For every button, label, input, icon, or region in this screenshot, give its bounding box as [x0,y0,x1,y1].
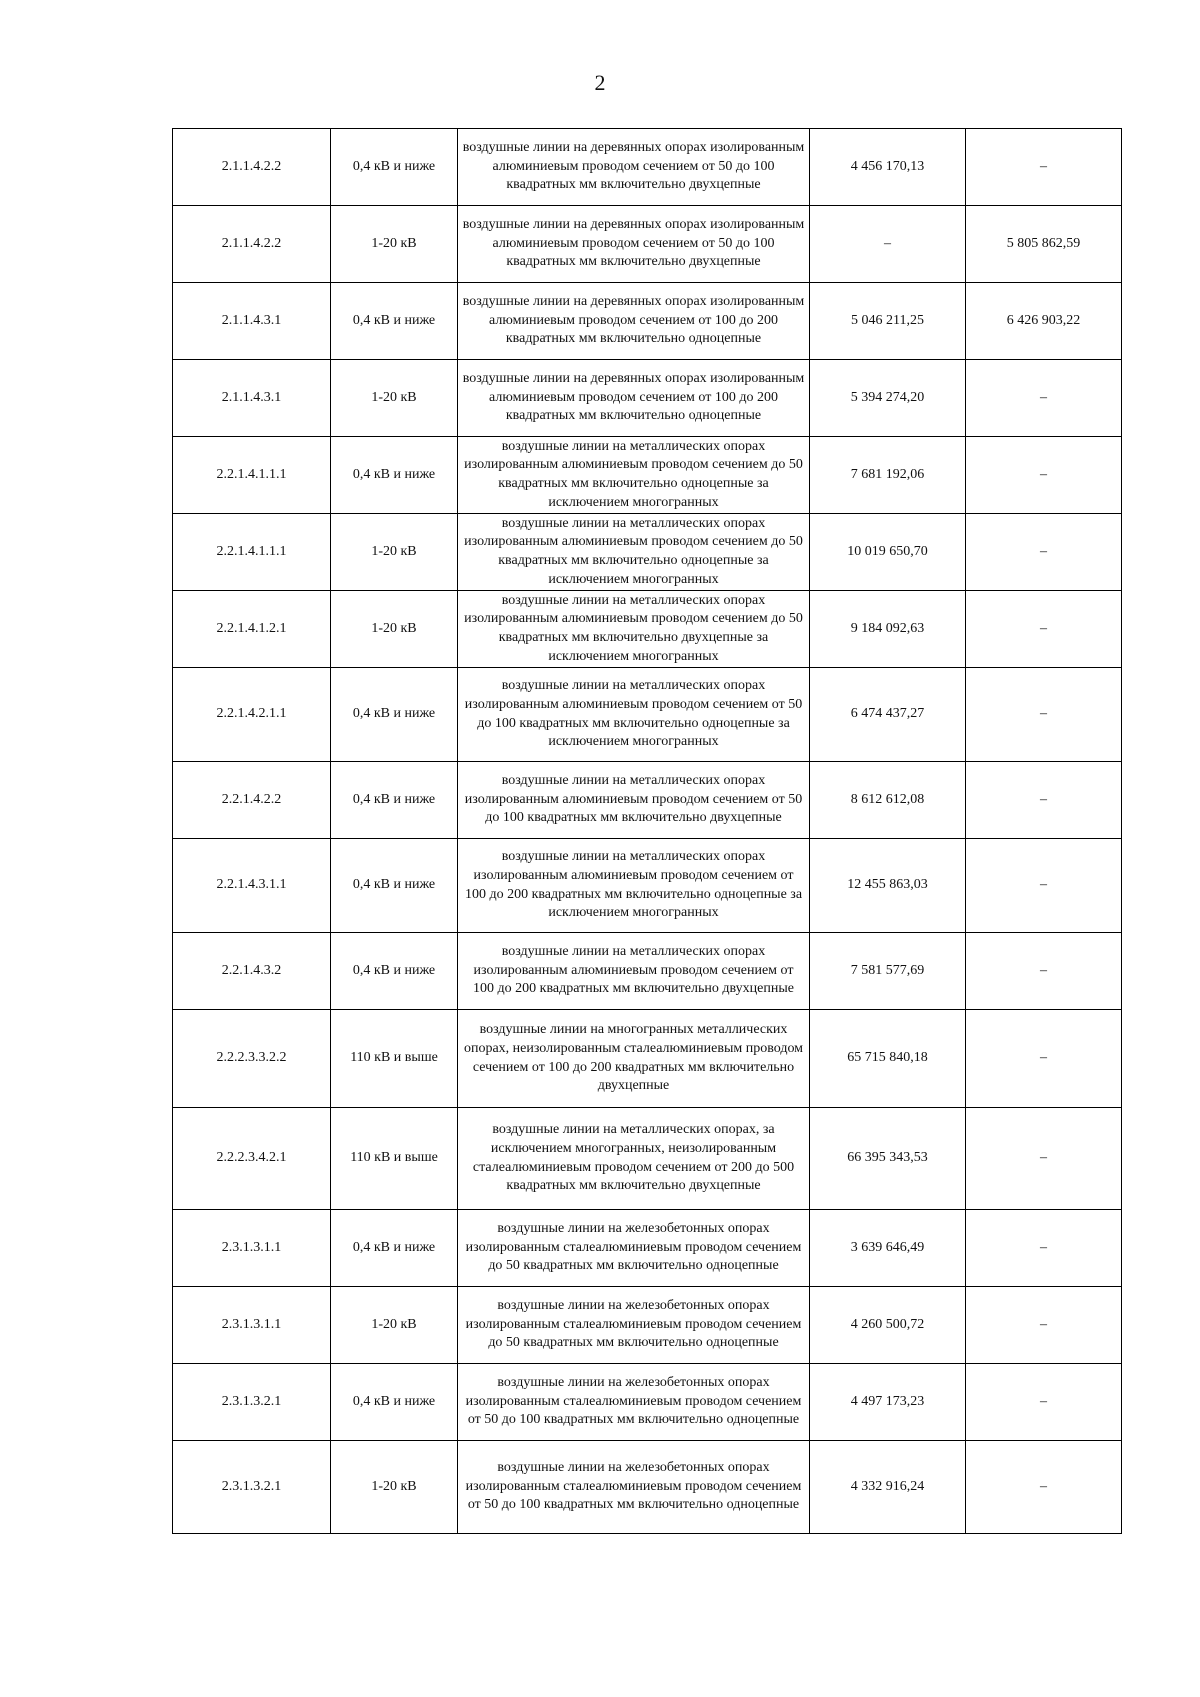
row-value-1: 8 612 612,08 [810,762,966,839]
row-description: воздушные линии на деревянных опорах изолированным алюминиевым проводом сечением от 100 до 200 квадратных мм включительно одноцепные [458,283,810,360]
rates-table [172,128,1122,1534]
row-code: 2.1.1.4.2.2 [173,129,331,206]
row-value-2: 6 426 903,22 [966,283,1122,360]
row-value-2: – [966,1108,1122,1210]
row-voltage: 0,4 кВ и ниже [331,839,458,933]
row-value-1: 66 395 343,53 [810,1108,966,1210]
row-value-2: – [966,839,1122,933]
row-value-1: 65 715 840,18 [810,1010,966,1108]
table-row [173,839,1122,933]
row-value-2: – [966,933,1122,1010]
row-value-1: 4 497 173,23 [810,1364,966,1441]
row-description: воздушные линии на железобетонных опорах изолированным сталеалюминиевым проводом сечением до 50 квадратных мм включительно одноцепные [458,1287,810,1364]
row-code: 2.2.2.3.4.2.1 [173,1108,331,1210]
row-code: 2.1.1.4.3.1 [173,283,331,360]
row-value-1: 7 681 192,06 [810,437,966,514]
table-row [173,1010,1122,1108]
row-voltage: 1-20 кВ [331,1441,458,1534]
row-code: 2.2.1.4.2.2 [173,762,331,839]
row-value-2: – [966,129,1122,206]
row-description: воздушные линии на многогранных металлических опорах, неизолированным сталеалюминиевым проводом сечением от 100 до 200 квадратных мм включительно двухцепные [458,1010,810,1108]
table-row [173,668,1122,762]
row-voltage: 0,4 кВ и ниже [331,1364,458,1441]
row-voltage: 1-20 кВ [331,514,458,591]
row-value-1: 5 046 211,25 [810,283,966,360]
row-value-2: – [966,1287,1122,1364]
row-voltage: 0,4 кВ и ниже [331,668,458,762]
row-value-1: 12 455 863,03 [810,839,966,933]
row-voltage: 110 кВ и выше [331,1010,458,1108]
page-number: 2 [594,70,606,95]
row-value-2: – [966,1441,1122,1534]
table-row [173,129,1122,206]
row-code: 2.2.1.4.2.1.1 [173,668,331,762]
row-value-2: – [966,591,1122,668]
row-voltage: 1-20 кВ [331,206,458,283]
row-voltage: 1-20 кВ [331,591,458,668]
row-code: 2.1.1.4.3.1 [173,360,331,437]
row-value-1: 6 474 437,27 [810,668,966,762]
row-description: воздушные линии на деревянных опорах изолированным алюминиевым проводом сечением от 100 до 200 квадратных мм включительно одноцепные [458,360,810,437]
table-row [173,1210,1122,1287]
row-description: воздушные линии на железобетонных опорах изолированным сталеалюминиевым проводом сечением от 50 до 100 квадратных мм включительно одноцепные [458,1441,810,1534]
row-code: 2.2.1.4.1.1.1 [173,437,331,514]
table-row [173,591,1122,668]
row-code: 2.3.1.3.2.1 [173,1441,331,1534]
row-description: воздушные линии на деревянных опорах изолированным алюминиевым проводом сечением от 50 до 100 квадратных мм включительно двухцепные [458,129,810,206]
row-code: 2.2.1.4.3.1.1 [173,839,331,933]
row-description: воздушные линии на металлических опорах изолированным алюминиевым проводом сечением от 50 до 100 квадратных мм включительно одноцепные за исключением многогранных [458,668,810,762]
row-value-2: – [966,668,1122,762]
table-row [173,360,1122,437]
table-row [173,1287,1122,1364]
row-description: воздушные линии на железобетонных опорах изолированным сталеалюминиевым проводом сечением до 50 квадратных мм включительно одноцепные [458,1210,810,1287]
row-value-2: – [966,1210,1122,1287]
row-value-1: 10 019 650,70 [810,514,966,591]
row-value-1: 5 394 274,20 [810,360,966,437]
table-row [173,206,1122,283]
row-value-1: 7 581 577,69 [810,933,966,1010]
row-value-1: 9 184 092,63 [810,591,966,668]
row-code: 2.3.1.3.2.1 [173,1364,331,1441]
table-row [173,762,1122,839]
row-description: воздушные линии на металлических опорах изолированным алюминиевым проводом сечением до 50 квадратных мм включительно одноцепные за исключением многогранных [458,437,810,514]
row-code: 2.2.2.3.3.2.2 [173,1010,331,1108]
row-voltage: 0,4 кВ и ниже [331,762,458,839]
table-row [173,1441,1122,1534]
row-code: 2.3.1.3.1.1 [173,1210,331,1287]
row-voltage: 1-20 кВ [331,360,458,437]
table-row [173,437,1122,514]
row-value-2: – [966,1010,1122,1108]
row-code: 2.3.1.3.1.1 [173,1287,331,1364]
row-voltage: 0,4 кВ и ниже [331,1210,458,1287]
row-voltage: 0,4 кВ и ниже [331,283,458,360]
table-body [173,129,1122,1534]
row-description: воздушные линии на металлических опорах изолированным алюминиевым проводом сечением от 100 до 200 квадратных мм включительно одноцепные за исключением многогранных [458,839,810,933]
row-description: воздушные линии на металлических опорах изолированным алюминиевым проводом сечением от 50 до 100 квадратных мм включительно двухцепные [458,762,810,839]
row-code: 2.1.1.4.2.2 [173,206,331,283]
row-description: воздушные линии на железобетонных опорах изолированным сталеалюминиевым проводом сечением от 50 до 100 квадратных мм включительно одноцепные [458,1364,810,1441]
table-row [173,283,1122,360]
row-description: воздушные линии на металлических опорах изолированным алюминиевым проводом сечением от 100 до 200 квадратных мм включительно двухцепные [458,933,810,1010]
row-value-2: – [966,514,1122,591]
table-row [173,933,1122,1010]
row-code: 2.2.1.4.1.1.1 [173,514,331,591]
row-value-1: 4 332 916,24 [810,1441,966,1534]
row-code: 2.2.1.4.1.2.1 [173,591,331,668]
table-row [173,1108,1122,1210]
row-value-1: 4 260 500,72 [810,1287,966,1364]
row-description: воздушные линии на деревянных опорах изолированным алюминиевым проводом сечением от 50 до 100 квадратных мм включительно двухцепные [458,206,810,283]
row-description: воздушные линии на металлических опорах изолированным алюминиевым проводом сечением до 50 квадратных мм включительно одноцепные за исключением многогранных [458,514,810,591]
row-value-1: – [810,206,966,283]
row-value-2: – [966,1364,1122,1441]
row-value-2: – [966,762,1122,839]
row-voltage: 1-20 кВ [331,1287,458,1364]
table-row [173,1364,1122,1441]
row-value-2: – [966,437,1122,514]
row-voltage: 0,4 кВ и ниже [331,933,458,1010]
row-value-1: 4 456 170,13 [810,129,966,206]
row-description: воздушные линии на металлических опорах, за исключением многогранных, неизолированным сталеалюминиевым проводом сечением от 200 до 500 квадратных мм включительно двухцепные [458,1108,810,1210]
row-description: воздушные линии на металлических опорах изолированным алюминиевым проводом сечением до 50 квадратных мм включительно двухцепные за исключением многогранных [458,591,810,668]
row-value-2: – [966,360,1122,437]
row-value-2: 5 805 862,59 [966,206,1122,283]
row-voltage: 0,4 кВ и ниже [331,437,458,514]
row-voltage: 110 кВ и выше [331,1108,458,1210]
row-value-1: 3 639 646,49 [810,1210,966,1287]
table-row [173,514,1122,591]
row-voltage: 0,4 кВ и ниже [331,129,458,206]
row-code: 2.2.1.4.3.2 [173,933,331,1010]
